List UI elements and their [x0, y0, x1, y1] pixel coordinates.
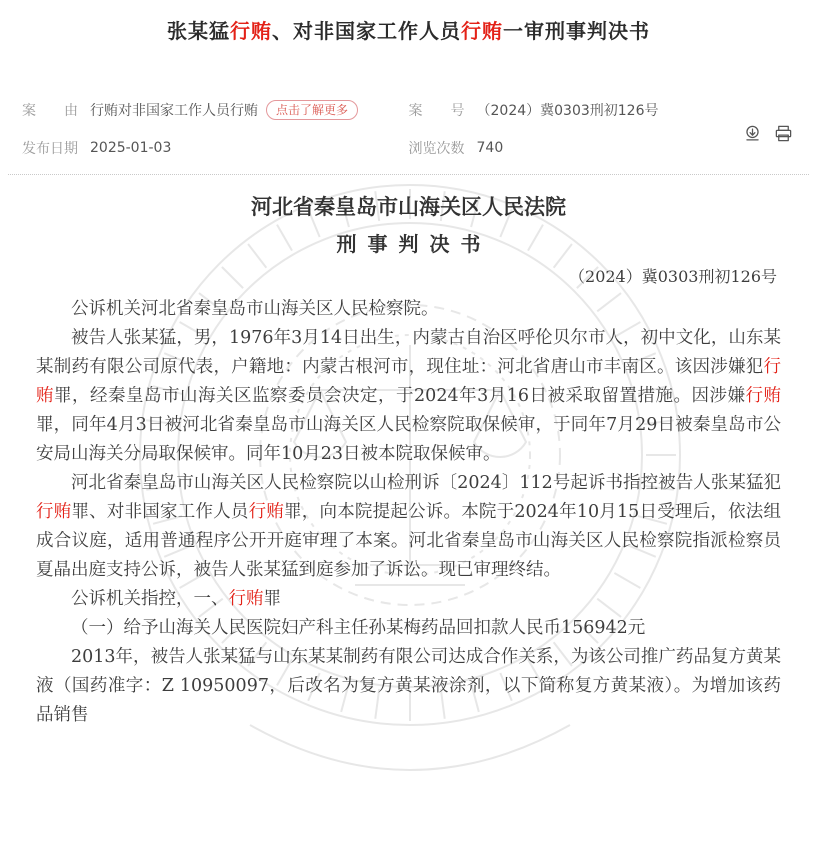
text-segment: （一）给予山海关人民医院妇产科主任孙某梅药品回扣款人民币156942元 — [71, 618, 646, 638]
document-case-number: （2024）冀0303刑初126号 — [569, 267, 777, 286]
highlighted-term: 行贿 — [745, 386, 782, 406]
learn-more-button[interactable]: 点击了解更多 — [266, 100, 358, 120]
text-segment: 罪 — [263, 589, 281, 609]
highlighted-term: 行贿 — [36, 502, 72, 522]
highlighted-term: 行贿 — [230, 19, 272, 43]
text-segment: 被告人张某猛，男，1976年3月14日出生，内蒙古自治区呼伦贝尔市人，初中文化，山东某某制药有限公司原代表，户籍地：内蒙古根河市，现住址：河北省唐山市丰南区。该因涉嫌犯 — [36, 328, 781, 377]
case-reason-value: 行贿对非国家工作人员行贿 — [90, 103, 258, 119]
views-label: 浏览次数 — [408, 141, 465, 157]
meta-grid — [22, 100, 795, 158]
publish-date-value: 2025-01-03 — [90, 140, 172, 156]
document-type-title: 刑事判决书 — [336, 232, 492, 256]
publish-date-row — [22, 138, 409, 158]
views-row — [409, 138, 796, 158]
paragraphs-container — [36, 295, 781, 730]
case-reason-label: 案 由 — [22, 103, 78, 119]
text-segment: 一审刑事判决书 — [503, 19, 650, 43]
publish-date-label: 发布日期 — [22, 141, 78, 157]
text-segment: 公诉机关河北省秦皇岛市山海关区人民检察院。 — [71, 299, 439, 319]
highlighted-term: 行贿 — [228, 589, 264, 609]
judgment-paragraph — [36, 469, 781, 585]
judgment-document — [0, 175, 817, 730]
judgment-paragraph — [36, 324, 781, 469]
text-segment: 河北省秦皇岛市山海关区人民检察院以山检刑诉〔2024〕112号起诉书指控被告人张某猛犯 — [71, 473, 781, 493]
judgment-paragraph — [36, 614, 781, 643]
text-segment: 2013年，被告人张某猛与山东某某制药有限公司达成合作关系，为该公司推广药品复方黄某液（国药准字：Z 10950097，后改名为复方黄某液涂剂，以下简称复方黄某液）。为增加该药品销售 — [36, 647, 781, 725]
document-content — [36, 191, 781, 730]
document-actions — [743, 124, 793, 143]
judgment-paragraph — [36, 585, 781, 614]
text-segment: 公诉机关指控，一、 — [71, 589, 229, 609]
text-segment: 罪，同年4月3日被河北省秦皇岛市山海关区人民检察院取保候审，于同年7月29日被秦皇岛市公安局山海关分局取保候审。同年10月23日被本院取保候审。 — [36, 415, 781, 464]
highlighted-term: 行贿 — [36, 357, 781, 406]
text-segment: 罪，经秦皇岛市山海关区监察委员会决定，于2024年3月16日被采取留置措施。因涉嫌 — [54, 386, 746, 406]
meta-section — [22, 100, 795, 158]
text-segment: 罪，向本院提起公诉。本院于2024年10月15日受理后，依法组成合议庭，适用普通程序公开开庭审理了本案。河北省秦皇岛市山海关区人民检察院指派检察员夏晶出庭支持公诉，被告人张某猛到庭参加了诉讼。现已审理终结。 — [36, 502, 782, 580]
download-icon[interactable] — [743, 124, 762, 143]
views-value: 740 — [476, 140, 504, 156]
text-segment: 张某猛 — [167, 19, 230, 43]
highlighted-term: 行贿 — [461, 19, 503, 43]
court-name: 河北省秦皇岛市山海关区人民法院 — [251, 194, 566, 219]
text-segment: 、对非国家工作人员 — [272, 19, 461, 43]
text-segment: 罪、对非国家工作人员 — [71, 502, 249, 522]
case-number-row — [409, 100, 796, 120]
judgment-paragraph — [36, 295, 781, 324]
judgment-paragraph — [36, 643, 781, 730]
highlighted-term: 行贿 — [248, 502, 285, 522]
case-reason-row — [22, 100, 409, 120]
case-number-label: 案 号 — [408, 103, 465, 119]
case-number-value: （2024）冀0303刑初126号 — [476, 103, 659, 119]
page-title — [0, 0, 817, 44]
print-icon[interactable] — [774, 124, 793, 143]
